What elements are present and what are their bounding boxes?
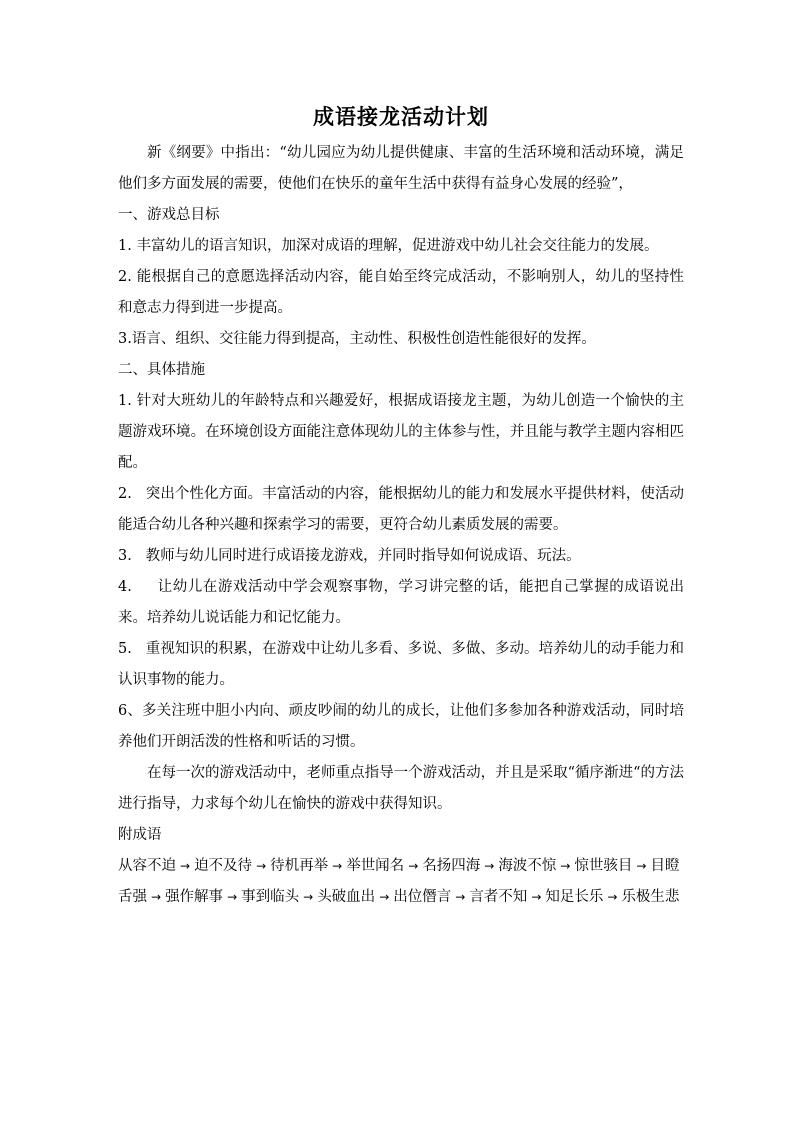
section2-heading: 二、具体措施 [118,362,205,378]
idiom-item: 事到临头 [241,889,300,905]
section2-item-2: 2. 突出个性化方面。丰富活动的内容，能根据幼儿的能力和发展水平提供材料，使活动能适合幼儿各种兴趣和探索学习的需要，更符合幼儿素质发展的需要。 [118,486,684,533]
idiom-item: 出位僭言 [393,889,452,905]
section1-item-2: 2. 能根据自己的意愿选择活动内容，能自始至终完成活动，不影响别人，幼儿的坚持性和意志力得到进一步提高。 [118,269,684,316]
arrow-right-icon: → [180,859,191,873]
document-page [118,98,684,913]
arrow-right-icon: → [256,859,267,873]
section2-item-3: 3. 教师与幼儿同时进行成语接龙游戏，并同时指导如何说成语、玩法。 [118,548,581,564]
arrow-right-icon: → [607,890,618,904]
arrow-right-icon: → [636,859,647,873]
section2-item-5: 5. 重视知识的积累，在游戏中让幼儿多看、多说、多做、多动。培养幼儿的动手能力和认识事物的能力。 [118,641,684,688]
idiom-item: 目瞪舌强 [118,858,680,905]
section2-item-4: 4. 让幼儿在游戏活动中学会观察事物，学习讲完整的话，能把自己掌握的成语说出来。培养幼儿说话能力和记忆能力。 [118,579,684,626]
arrow-right-icon: → [303,890,314,904]
section1-item-3: 3.语言、组织、交往能力得到提高，主动性、积极性创造性能很好的发挥。 [118,331,596,347]
arrow-right-icon: → [455,890,466,904]
arrow-right-icon: → [531,890,542,904]
idiom-chain [118,851,684,913]
arrow-right-icon: → [151,890,162,904]
closing-paragraph: 在每一次的游戏活动中，老师重点指导一个游戏活动，并且是采取“循序渐进“的方法进行指导，力求每个幼儿在愉快的游戏中获得知识。 [118,765,684,812]
idiom-item: 海波不惊 [498,858,557,874]
arrow-right-icon: → [379,890,390,904]
arrow-right-icon: → [560,859,571,873]
idiom-item: 强作解事 [165,889,224,905]
intro-paragraph: 新《纲要》中指出：“幼儿园应为幼儿提供健康、丰富的生活环境和活动环境，满足他们多方面发展的需要，使他们在快乐的童年生活中获得有益身心发展的经验”， [118,145,684,192]
arrow-right-icon: → [484,859,495,873]
section2-item-1: 1. 针对大班幼儿的年龄特点和兴趣爱好，根据成语接龙主题，为幼儿创造一个愉快的主题游戏环境。在环境创设方面能注意体现幼儿的主体参与性，并且能与教学主题内容相匹配。 [118,393,684,471]
idiom-item: 乐极生悲 [621,889,680,905]
idiom-item: 从容不迫 [118,858,176,874]
document-title: 成语接龙活动计划 [313,104,489,129]
section2-item-6: 6、多关注班中胆小内向、顽皮吵闹的幼儿的成长，让他们多参加各种游戏活动，同时培养他们开朗活泼的性格和听话的习惯。 [118,703,684,750]
idiom-item: 迫不及待 [194,858,253,874]
appendix-heading: 附成语 [118,827,162,843]
idiom-item: 言者不知 [469,889,528,905]
idiom-item: 举世闻名 [346,858,405,874]
arrow-right-icon: → [408,859,419,873]
arrow-right-icon: → [227,890,238,904]
idiom-item: 知足长乐 [545,889,604,905]
section1-item-1: 1. 丰富幼儿的语言知识，加深对成语的理解，促进游戏中幼儿社会交往能力的发展。 [118,238,659,254]
idiom-item: 惊世骇目 [574,858,633,874]
arrow-right-icon: → [332,859,343,873]
idiom-item: 头破血出 [317,889,376,905]
section1-heading: 一、游戏总目标 [118,207,220,223]
idiom-item: 待机再举 [270,858,329,874]
idiom-item: 名扬四海 [422,858,481,874]
